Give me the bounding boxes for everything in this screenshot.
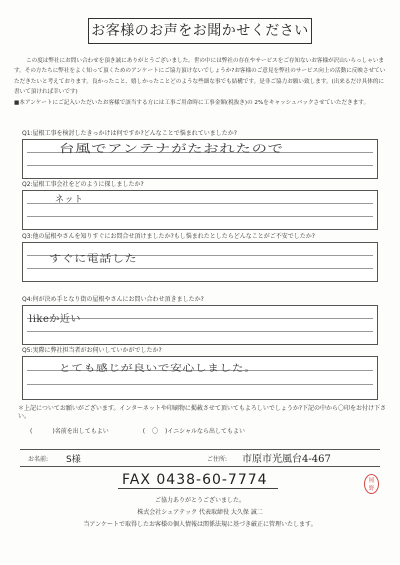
- option-initial-label: イニシャルなら出してもよい: [167, 428, 246, 435]
- question-3-label: Q3:他の屋根やさんを知りすぐにお問合せ頂けましたか?もし悩まれたとしたらどんなことがご不安でしたか?: [22, 233, 315, 240]
- question-1: [22, 130, 378, 179]
- answer-4-handwriting: likeか近い: [29, 314, 81, 325]
- answer-line: [27, 268, 373, 269]
- answer-line: [27, 384, 373, 385]
- customer-name: S様: [66, 455, 81, 465]
- answer-3-box: [22, 242, 378, 282]
- option-full-name[interactable]: ( )名前を出してもよい: [30, 428, 109, 435]
- question-2-label: Q2:屋根工事会社をどのように探しましたか?: [22, 181, 144, 188]
- question-5: [22, 347, 378, 400]
- question-1-label: Q1:屋根工事を検討したきっかけは何ですか?どんなことで悩まれていましたか?: [22, 130, 237, 137]
- answer-line: [27, 165, 373, 166]
- option-initial-mark: 〇: [152, 428, 159, 435]
- publication-note: ＊上記についてお願いがございます。インターネットや印刷物に掲載させて頂いてもよろしいでしょうか?下記の中から〇印をお付け下さい。: [18, 405, 387, 420]
- publication-options: [30, 426, 245, 435]
- answer-3-handwriting: すぐに電話した: [49, 254, 138, 265]
- page-title: お客様のお声をお聞かせください: [88, 18, 312, 44]
- footer-thanks: ご協力ありがとうございました。: [154, 497, 245, 504]
- answer-line: [27, 331, 373, 332]
- seal-stamp: 岡 野: [364, 474, 379, 494]
- answer-1-box: [22, 139, 378, 179]
- address-label: ご住所:: [207, 456, 228, 463]
- name-label: お名前:: [28, 456, 49, 463]
- option-full-label: 名前を出してもよい: [54, 428, 109, 435]
- footer-privacy: 当アンケートで取得したお客様の個人情報は関係法規に基づき厳正に管理いたします。: [83, 521, 317, 528]
- answer-5-box: [22, 356, 378, 400]
- fax-number: FAX 0438-60-7774: [122, 472, 268, 488]
- fax-underline: [118, 488, 278, 489]
- question-2: [22, 181, 378, 230]
- question-4-label: Q4:何が決め手となり街の屋根やさんにお問い合わせ頂きましたか?: [22, 296, 204, 303]
- answer-2-handwriting: ネット: [55, 195, 84, 205]
- cashback-note: ■本アンケートにご記入いただいたお客様で該当する方には工事ご用命時に工事金額(税抜き)の 2%をキャッシュバックさせていただきます。: [14, 99, 370, 106]
- intro-text: [14, 56, 386, 108]
- footer-company: 株式会社シェアテック 代表取締役 大久保 誠二: [137, 509, 263, 516]
- answer-2-box: [22, 190, 378, 230]
- question-4: [22, 296, 378, 345]
- answer-1-handwriting: 台風でアンテナがたおれたので: [59, 142, 284, 155]
- customer-info-row: [20, 449, 380, 467]
- answer-5-handwriting: とても感じが良いで安心しました。: [59, 364, 257, 374]
- question-5-label: Q5:実際に弊社担当者がお伺いしていかがでしたか?: [22, 347, 162, 354]
- option-initials[interactable]: ( 〇 )イニシャルなら出してもよい: [142, 428, 246, 435]
- answer-line: [27, 216, 373, 217]
- customer-address: 市原市光風台4-467: [242, 454, 331, 465]
- answer-4-box: [22, 305, 378, 345]
- intro-lead: この度は弊社にお問い合わせを頂き誠にありがとうございました。世の中には弊社の存在やサービスをご存知ないお客様が沢山いらっしゃいます。その方たちに弊社をよく知って頂くためのアンケートにご協力頂けないでしょうか?お客様のご意見を弊社のサービス向上の活動に反映させていただきたいと考えております。良かったこと、嬉しかったことどのような些細な事でも結構です。是非ご協力お願い致します。(出来るだけ具体的に書いて頂ければ幸いです): [14, 58, 386, 96]
- question-3: [22, 233, 378, 282]
